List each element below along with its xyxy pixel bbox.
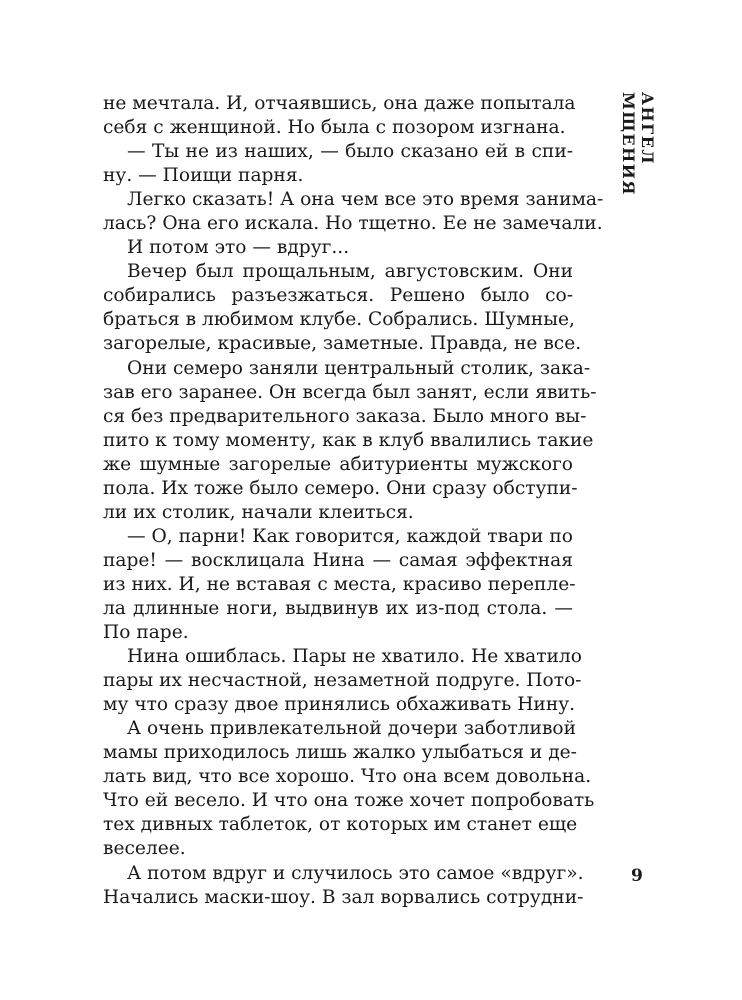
- text-line: ся без предварительного заказа. Было много вы-: [103, 405, 587, 427]
- text-line: А очень привлекательной дочери заботливой: [127, 718, 577, 740]
- text-line: И потом это — вдруг...: [127, 237, 350, 259]
- page-number: 9: [631, 866, 643, 886]
- text-line: Легко сказать! А она чем все это время занима-: [127, 189, 604, 211]
- text-line: ну. — Поищи парня.: [103, 165, 304, 187]
- text-line: паре! — восклицала Нина — самая эффектная: [103, 549, 573, 571]
- text-line: из них. И, не вставая с места, красиво перепле-: [103, 573, 576, 595]
- running-head: АНГЕЛ МЩЕНИЯ: [619, 92, 657, 196]
- text-line: браться в любимом клубе. Собрались. Шумные,: [103, 309, 575, 331]
- text-line: мамы приходилось лишь жалко улыбаться и де-: [103, 742, 577, 764]
- text-line: лась? Она его искала. Но тщетно. Ее не замечали.: [103, 213, 603, 235]
- text-line: Начались маски-шоу. В зал ворвались сотрудни-: [103, 886, 584, 908]
- text-line: веселее.: [103, 838, 186, 860]
- text-line: лать вид, что все хорошо. Что она всем довольна.: [103, 766, 592, 788]
- text-line: — О, парни! Как говорится, каждой твари по: [127, 525, 573, 547]
- text-line: — Ты не из наших, — было сказано ей в спи-: [127, 141, 573, 163]
- text-line: Что ей весело. И что она тоже хочет попробовать: [103, 790, 595, 812]
- text-line: По паре.: [103, 622, 189, 644]
- text-line: му что сразу двое принялись обхаживать Нину.: [103, 694, 576, 716]
- text-line: пито к тому моменту, как в клуб ввалились такие: [103, 429, 594, 451]
- text-line: пола. Их тоже было семеро. Они сразу обступи-: [103, 477, 578, 499]
- text-line: зав его заранее. Он всегда был занят, если явить-: [103, 381, 597, 403]
- text-line: загорелые, красивые, заметные. Правда, не все.: [103, 333, 582, 355]
- text-line: А потом вдруг и случилось это самое «вдруг».: [127, 862, 584, 884]
- text-line: же шумные загорелые абитуриенты мужского: [103, 453, 573, 475]
- text-line: себя с женщиной. Но была с позором изгнана.: [103, 117, 566, 139]
- text-line: пары их несчастной, незаметной подруге. Пото-: [103, 670, 582, 692]
- text-line: Вечер был прощальным, августовским. Они: [127, 261, 573, 283]
- text-line: ли их столик, начали клеиться.: [103, 501, 414, 523]
- text-line: Нина ошиблась. Пары не хватило. Не хватило: [127, 646, 582, 668]
- text-line: собирались разъезжаться. Решено было со-: [103, 285, 573, 307]
- text-line: не мечтала. И, отчаявшись, она даже попытала: [103, 93, 576, 114]
- body-text: [103, 92, 604, 910]
- text-line: Они семеро заняли центральный столик, зака-: [127, 357, 591, 379]
- text-line: тех дивных таблеток, от которых им станет еще: [103, 814, 578, 836]
- text-line: ла длинные ноги, выдвинув их из-под стола. —: [103, 597, 573, 619]
